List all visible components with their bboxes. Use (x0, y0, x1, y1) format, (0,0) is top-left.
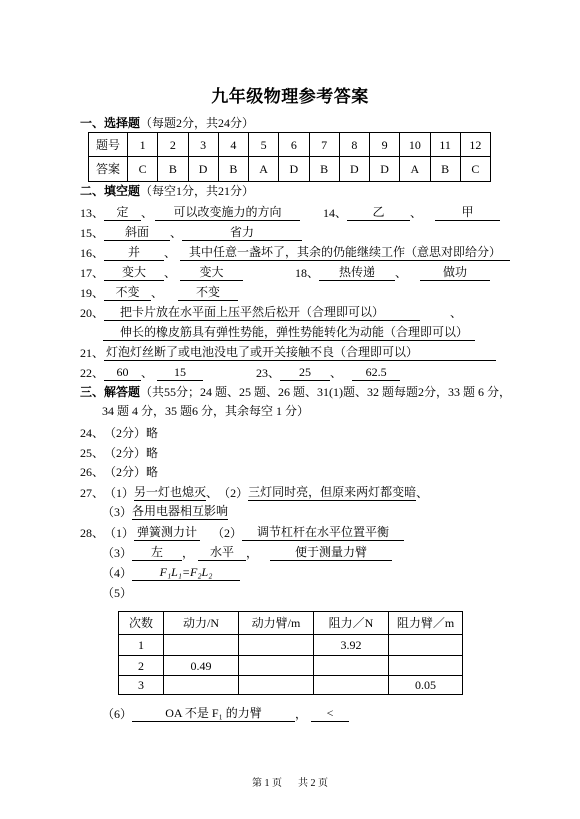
question-number-14: 14、 (323, 206, 348, 220)
separator: 、 (164, 266, 177, 280)
question-number: 12 (460, 133, 490, 157)
question-number: 11 (430, 133, 460, 157)
separator: 、 (151, 286, 164, 300)
separator: 、 (141, 366, 154, 380)
question-number: 6 (279, 133, 309, 157)
section-prefix: 三、 (80, 385, 105, 399)
answer-cell: C (460, 157, 490, 182)
solve-row-28-3 (80, 545, 392, 561)
answer-cell: D (279, 157, 309, 182)
separator: 、 (395, 266, 408, 280)
header-load-force: 阻力／N (314, 612, 389, 635)
q28-answer-2: 调节杠杆在水平位置平衡 (242, 525, 404, 541)
page-title: 九年级物理参考答案 (211, 87, 369, 106)
question-number-18: 18、 (295, 266, 320, 280)
q21-answer-1: 灯泡灯丝断了或电池没电了或开关接触不良（合理即可以） (104, 345, 496, 361)
separator: 、 (450, 306, 463, 320)
answer-cell: D (370, 157, 400, 182)
solve-row-28-5 (80, 585, 132, 601)
table-cell (164, 676, 239, 695)
section-name: 填空题 (104, 184, 141, 198)
solve-row-25 (80, 445, 158, 461)
section-solve-heading (80, 384, 511, 400)
answer-row (89, 157, 491, 182)
q24-answer: 略 (146, 426, 159, 440)
table-cell: 3.92 (314, 635, 389, 656)
question-number-28: 28、 (80, 526, 105, 540)
solve-row-28-6 (80, 706, 349, 722)
q13-answer-2: 可以改变施力的方向 (155, 205, 300, 221)
q22-answer-1: 60 (104, 365, 141, 381)
section-solve-heading-cont (80, 403, 309, 419)
part-label: （2） (218, 486, 249, 500)
q17-answer-1: 变大 (104, 265, 164, 281)
question-number-27: 27、 (80, 486, 105, 500)
question-number-24: 24、 (80, 426, 105, 440)
lever-data-table (118, 611, 463, 695)
fill-row-22-23 (80, 365, 400, 381)
question-number-15: 15、 (80, 226, 105, 240)
question-number: 10 (400, 133, 430, 157)
answer-cell: B (158, 157, 188, 182)
section-note: （每题2分，共24分） (140, 116, 255, 130)
answer-cell: A (249, 157, 279, 182)
q20-answer-2: 伸长的橡皮筋具有弹性势能，弹性势能转化为动能（合理即可以） (103, 325, 475, 341)
solve-row-26 (80, 464, 158, 480)
answer-cell: C (128, 157, 158, 182)
q27-answer-3: 各用电器相互影响 (132, 504, 229, 518)
q14-answer-1: 乙 (347, 205, 410, 221)
fill-row-20b (80, 325, 475, 341)
q16-answer-1: 并 (104, 245, 164, 261)
q23-answer-1: 25 (280, 365, 330, 381)
question-score: （2分） (104, 465, 147, 479)
section-fill-heading (80, 183, 254, 199)
part-label: （3） (102, 546, 133, 560)
question-number-26: 26、 (80, 465, 105, 479)
fill-row-17-18 (80, 265, 490, 281)
header-effort-arm: 动力臂/m (239, 612, 314, 635)
q19-answer-2: 不变 (178, 285, 238, 301)
q27-answer-2: 三灯同时亮，但原来两灯都变暗 (248, 485, 417, 499)
question-number-23: 23、 (256, 366, 281, 380)
answer-cell: B (218, 157, 248, 182)
table-row (119, 656, 463, 676)
answer-cell: D (188, 157, 218, 182)
answer-cell: B (430, 157, 460, 182)
separator: 、 (164, 246, 177, 260)
question-number-20: 20、 (80, 306, 105, 320)
question-number: 3 (188, 133, 218, 157)
part-label: （6） (102, 707, 133, 721)
solve-row-27b (80, 504, 228, 520)
part-label: （1） (104, 486, 135, 500)
table-cell (389, 635, 463, 656)
fill-row-15 (80, 225, 302, 241)
question-number: 1 (128, 133, 158, 157)
part-label: （1） (104, 526, 135, 540)
row-label-answer: 答案 (89, 157, 128, 182)
table-cell (239, 676, 314, 695)
table-cell: 1 (119, 635, 164, 656)
section-note-continued: 34 题 4 分，35 题6 分，其余每空 1 分） (102, 404, 310, 418)
answer-cell: B (309, 157, 339, 182)
separator: 、 (170, 226, 183, 240)
q27-answer-1: 另一灯也熄灭 (134, 485, 207, 499)
separator: ， (182, 546, 195, 560)
q28-answer-1: 弹簧测力计 (134, 525, 200, 541)
q28-answer-3a: 左 (132, 545, 182, 561)
section-name: 选择题 (104, 116, 141, 130)
q28-answer-6b: < (311, 706, 349, 722)
question-number-22: 22、 (80, 366, 105, 380)
solve-row-24 (80, 425, 158, 441)
table-cell (164, 635, 239, 656)
q28-answer-6a: OA 不是 F₁ 的力臂 (132, 706, 295, 722)
q28-answer-3b: 水平 (198, 545, 246, 561)
q23-answer-2: 62.5 (352, 365, 400, 381)
question-number-25: 25、 (80, 446, 105, 460)
q13-answer-1: 定 (104, 205, 141, 221)
table-cell: 2 (119, 656, 164, 676)
q15-answer-1: 斜面 (104, 225, 170, 241)
fill-row-20a (80, 305, 462, 321)
question-number-16: 16、 (80, 246, 105, 260)
separator: ， (295, 707, 308, 721)
question-number-19: 19、 (80, 286, 105, 300)
q22-answer-2: 15 (157, 365, 203, 381)
solve-row-27a (80, 485, 428, 501)
section-name: 解答题 (104, 385, 141, 399)
question-number: 7 (309, 133, 339, 157)
separator: 、 (410, 206, 423, 220)
question-score: （2分） (104, 446, 147, 460)
question-number-17: 17、 (80, 266, 105, 280)
page-total: 共 2 页 (298, 778, 328, 789)
header-load-arm: 阻力臂／m (389, 612, 463, 635)
q25-answer: 略 (146, 446, 159, 460)
q18-answer-1: 热传递 (319, 265, 395, 281)
separator: 、 (416, 486, 429, 500)
row-label-number: 题号 (89, 133, 128, 157)
header-effort-force: 动力/N (164, 612, 239, 635)
fill-row-13-14 (80, 205, 500, 221)
q20-answer-1: 把卡片放在水平面上压平然后松开（合理即可以） (104, 305, 420, 321)
table-cell (314, 656, 389, 676)
question-score: （2分） (104, 426, 147, 440)
fill-row-19 (80, 285, 238, 301)
q26-answer: 略 (146, 465, 159, 479)
answer-cell: A (400, 157, 430, 182)
table-header-row (119, 612, 463, 635)
separator: 、 (141, 206, 154, 220)
question-number-row (89, 133, 491, 157)
table-cell (239, 635, 314, 656)
table-cell: 0.49 (164, 656, 239, 676)
separator: ， (246, 546, 259, 560)
table-row (119, 635, 463, 656)
page-footer (0, 777, 580, 791)
q18-answer-2: 做功 (420, 265, 490, 281)
answer-cell: D (339, 157, 369, 182)
question-number: 2 (158, 133, 188, 157)
solve-row-28-1-2 (80, 525, 404, 541)
fill-row-16 (80, 245, 510, 261)
q17-answer-2: 变大 (180, 265, 243, 281)
table-cell (314, 676, 389, 695)
separator: 、 (206, 486, 219, 500)
table-cell (239, 656, 314, 676)
part-label: （4） (102, 566, 133, 580)
question-number: 5 (249, 133, 279, 157)
q19-answer-1: 不变 (104, 285, 151, 301)
solve-row-28-4 (80, 565, 240, 581)
section-prefix: 一、 (80, 116, 105, 130)
question-number: 4 (218, 133, 248, 157)
header-trial: 次数 (119, 612, 164, 635)
part-label: （2） (212, 526, 243, 540)
part-label: （5） (102, 586, 133, 600)
q15-answer-2: 省力 (182, 225, 302, 241)
table-cell: 0.05 (389, 676, 463, 695)
fill-row-21 (80, 345, 496, 361)
q14-answer-2: 甲 (435, 205, 500, 221)
question-number: 8 (339, 133, 369, 157)
q28-answer-4-formula: F₁L₁=F₂L₂ (132, 565, 240, 581)
table-cell: 3 (119, 676, 164, 695)
table-cell (389, 656, 463, 676)
section-note: （每空1分，共21分） (140, 184, 255, 198)
table-row (119, 676, 463, 695)
part-label: （3） (102, 505, 133, 519)
question-number-13: 13、 (80, 206, 105, 220)
q28-answer-3c: 便于测量力臂 (270, 545, 392, 561)
choice-answer-table (88, 132, 491, 182)
section-note: （共55分；24 题、25 题、26 题、31(1)题、32 题每题2分，33 题 6 分， (140, 385, 512, 399)
page-number: 第 1 页 (252, 778, 282, 789)
question-number-21: 21、 (80, 346, 105, 360)
question-number: 9 (370, 133, 400, 157)
separator: 、 (330, 366, 343, 380)
section-choice-heading (80, 115, 254, 131)
section-prefix: 二、 (80, 184, 105, 198)
q16-answer-2: 其中任意一盏坏了，其余的仍能继续工作（意思对即给分） (180, 245, 510, 261)
